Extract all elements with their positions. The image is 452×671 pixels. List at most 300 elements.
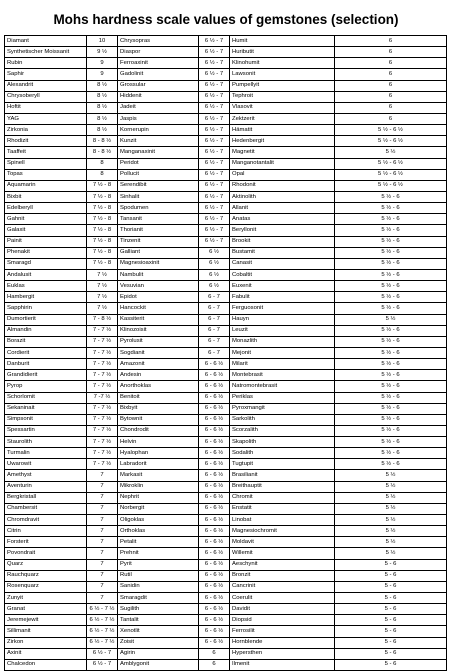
gemstone-name-cell: Hypersthen — [230, 648, 335, 659]
hardness-value-cell: 6 ½ - 7 — [199, 180, 230, 191]
hardness-value-cell: 6 — [335, 69, 447, 80]
hardness-value-cell: 5 ½ - 6 ½ — [335, 125, 447, 136]
gemstone-name-cell: Diaspor — [118, 47, 199, 58]
gemstone-name-cell: Bronzit — [230, 570, 335, 581]
hardness-value-cell: 9 — [87, 58, 118, 69]
table-row — [5, 559, 447, 570]
gemstone-name-cell: Simpsonit — [5, 414, 87, 425]
table-row — [5, 102, 447, 113]
gemstone-name-cell: Cancrinit — [230, 581, 335, 592]
gemstone-name-cell: Andalusit — [5, 269, 87, 280]
hardness-value-cell: 7 — [87, 548, 118, 559]
hardness-value-cell: 6 - 6 ½ — [199, 414, 230, 425]
table-row — [5, 526, 447, 537]
gemstone-name-cell: Pyrop — [5, 381, 87, 392]
gemstone-name-cell: Cobaltit — [230, 269, 335, 280]
gemstone-name-cell: Bytownit — [118, 414, 199, 425]
hardness-value-cell: 5 - 6 — [335, 637, 447, 648]
hardness-value-cell: 5 ½ - 6 — [335, 225, 447, 236]
table-row — [5, 437, 447, 448]
gemstone-name-cell: Tugtupit — [230, 459, 335, 470]
table-row — [5, 303, 447, 314]
gemstone-name-cell: Breithauptit — [230, 481, 335, 492]
hardness-value-cell: 5 ½ - 6 — [335, 281, 447, 292]
table-row — [5, 36, 447, 47]
hardness-value-cell: 5 ½ - 6 — [335, 191, 447, 202]
gemstone-name-cell: Hoftit — [5, 102, 87, 113]
hardness-value-cell: 6 - 6 ½ — [199, 515, 230, 526]
gemstone-name-cell: Turmalin — [5, 448, 87, 459]
gemstone-name-cell: Rauchquarz — [5, 570, 87, 581]
hardness-value-cell: 5 ½ - 6 — [335, 236, 447, 247]
hardness-table-body — [5, 36, 447, 671]
table-row — [5, 247, 447, 258]
hardness-value-cell: 7 - 7 ½ — [87, 370, 118, 381]
table-row — [5, 80, 447, 91]
hardness-value-cell: 6 ½ — [199, 269, 230, 280]
hardness-value-cell: 7 — [87, 526, 118, 537]
gemstone-name-cell: Jadeit — [118, 102, 199, 113]
hardness-value-cell: 6 — [335, 58, 447, 69]
gemstone-name-cell: Pyroxmangit — [230, 403, 335, 414]
hardness-value-cell: 5 ½ - 6 ½ — [335, 169, 447, 180]
table-row — [5, 537, 447, 548]
gemstone-name-cell: Opal — [230, 169, 335, 180]
hardness-value-cell: 8 - 8 ½ — [87, 136, 118, 147]
gemstone-name-cell: Klinohumit — [230, 58, 335, 69]
table-row — [5, 604, 447, 615]
hardness-value-cell: 5 ½ - 6 ½ — [335, 180, 447, 191]
gemstone-name-cell: Benitoit — [118, 392, 199, 403]
gemstone-name-cell: Hornblende — [230, 637, 335, 648]
gemstone-name-cell: Petalit — [118, 537, 199, 548]
gemstone-name-cell: Moldavit — [230, 537, 335, 548]
gemstone-name-cell: Tinzenit — [118, 236, 199, 247]
gemstone-name-cell: Ferguosonit — [230, 303, 335, 314]
gemstone-name-cell: Chrysopras — [118, 36, 199, 47]
table-row — [5, 258, 447, 269]
gemstone-name-cell: Oligoklas — [118, 515, 199, 526]
hardness-value-cell: 7 ½ - 8 — [87, 247, 118, 258]
hardness-value-cell: 5 ½ - 6 — [335, 403, 447, 414]
gemstone-name-cell: Danburit — [5, 359, 87, 370]
hardness-value-cell: 7 — [87, 470, 118, 481]
hardness-value-cell: 6 - 7 — [199, 303, 230, 314]
hardness-value-cell: 5 ½ - 6 — [335, 459, 447, 470]
table-row — [5, 359, 447, 370]
gemstone-name-cell: Phenakit — [5, 247, 87, 258]
hardness-value-cell: 7 -7 ½ — [87, 392, 118, 403]
hardness-value-cell: 6 ½ - 7 ½ — [87, 604, 118, 615]
hardness-value-cell: 5 ½ — [335, 526, 447, 537]
gemstone-name-cell: Huributit — [230, 47, 335, 58]
gemstone-name-cell: Borazit — [5, 336, 87, 347]
hardness-value-cell: 6 - 7 — [199, 336, 230, 347]
gemstone-name-cell: Rubin — [5, 58, 87, 69]
gemstone-name-cell: Galaxit — [5, 225, 87, 236]
gemstone-name-cell: Linobat — [230, 515, 335, 526]
gemstone-name-cell: Chromdravit — [5, 515, 87, 526]
gemstone-name-cell: Chrysoberyll — [5, 91, 87, 102]
hardness-value-cell: 6 - 6 ½ — [199, 503, 230, 514]
hardness-value-cell: 8 ½ — [87, 125, 118, 136]
hardness-value-cell: 5 ½ - 6 — [335, 381, 447, 392]
hardness-value-cell: 5 ½ — [335, 503, 447, 514]
hardness-value-cell: 6 - 6 ½ — [199, 448, 230, 459]
gemstone-name-cell: Gahnit — [5, 214, 87, 225]
gemstone-name-cell: Milarit — [230, 359, 335, 370]
gemstone-name-cell: Zunyit — [5, 593, 87, 604]
hardness-value-cell: 6 ½ - 7 — [199, 236, 230, 247]
hardness-value-cell: 10 — [87, 36, 118, 47]
hardness-value-cell: 8 — [87, 158, 118, 169]
table-row — [5, 659, 447, 670]
hardness-value-cell: 5 - 6 — [335, 604, 447, 615]
gemstone-name-cell: Hämatit — [230, 125, 335, 136]
gemstone-name-cell: Pyrit — [118, 559, 199, 570]
gemstone-name-cell: Allanit — [230, 203, 335, 214]
hardness-value-cell: 5 ½ - 6 ½ — [335, 158, 447, 169]
hardness-value-cell: 6 - 6 ½ — [199, 481, 230, 492]
hardness-value-cell: 5 ½ - 6 — [335, 214, 447, 225]
hardness-value-cell: 6 - 6 ½ — [199, 637, 230, 648]
hardness-value-cell: 9 — [87, 69, 118, 80]
hardness-value-cell: 6 - 6 ½ — [199, 470, 230, 481]
gemstone-name-cell: Gadolinit — [118, 69, 199, 80]
gemstone-name-cell: Tantalit — [118, 615, 199, 626]
gemstone-name-cell: Spinell — [5, 158, 87, 169]
hardness-value-cell: 6 ½ - 7 ½ — [87, 615, 118, 626]
gemstone-name-cell: Spodumen — [118, 203, 199, 214]
hardness-value-cell: 5 - 6 — [335, 615, 447, 626]
gemstone-name-cell: Humit — [230, 36, 335, 47]
hardness-value-cell: 7 ½ — [87, 281, 118, 292]
gemstone-name-cell: Bixbit — [5, 191, 87, 202]
gemstone-name-cell: Saphir — [5, 69, 87, 80]
gemstone-name-cell: Cordierit — [5, 347, 87, 358]
gemstone-name-cell: Ferroaxinit — [118, 58, 199, 69]
table-row — [5, 69, 447, 80]
gemstone-name-cell: Tephroit — [230, 91, 335, 102]
hardness-value-cell: 6 - 6 ½ — [199, 381, 230, 392]
gemstone-name-cell: Orthoklas — [118, 526, 199, 537]
hardness-value-cell: 7 — [87, 503, 118, 514]
gemstone-name-cell: Sarkolith — [230, 414, 335, 425]
gemstone-name-cell: Diopsid — [230, 615, 335, 626]
hardness-value-cell: 5 ½ - 6 — [335, 370, 447, 381]
hardness-value-cell: 5 - 6 — [335, 581, 447, 592]
gemstone-name-cell: Galliant — [118, 247, 199, 258]
hardness-value-cell: 8 - 8 ½ — [87, 147, 118, 158]
gemstone-name-cell: Willemit — [230, 548, 335, 559]
hardness-value-cell: 6 — [335, 36, 447, 47]
gemstone-name-cell: Monazlith — [230, 336, 335, 347]
gemstone-name-cell: Zirkon — [5, 637, 87, 648]
hardness-value-cell: 6 — [335, 91, 447, 102]
hardness-value-cell: 6 - 7 — [199, 292, 230, 303]
hardness-value-cell: 7 ½ - 8 — [87, 214, 118, 225]
hardness-value-cell: 7 - 7 ½ — [87, 347, 118, 358]
gemstone-name-cell: Citrin — [5, 526, 87, 537]
hardness-value-cell: 6 ½ - 7 — [199, 169, 230, 180]
hardness-value-cell: 7 ½ — [87, 292, 118, 303]
gemstone-name-cell: Fabulit — [230, 292, 335, 303]
table-row — [5, 336, 447, 347]
hardness-value-cell: 5 ½ — [335, 481, 447, 492]
table-row — [5, 492, 447, 503]
gemstone-name-cell: Serendibit — [118, 180, 199, 191]
gemstone-name-cell: Kassiterit — [118, 314, 199, 325]
hardness-value-cell: 7 — [87, 481, 118, 492]
hardness-value-cell: 7 — [87, 559, 118, 570]
gemstone-name-cell: Davidit — [230, 604, 335, 615]
hardness-value-cell: 7 ½ - 8 — [87, 191, 118, 202]
gemstone-name-cell: Tansanit — [118, 214, 199, 225]
hardness-value-cell: 6 ½ - 7 — [199, 214, 230, 225]
gemstone-name-cell: Mikroklin — [118, 481, 199, 492]
gemstone-name-cell: Natromontebrasit — [230, 381, 335, 392]
gemstone-name-cell: Manganaxinit — [118, 147, 199, 158]
gemstone-name-cell: Chromit — [230, 492, 335, 503]
hardness-value-cell: 5 ½ - 6 — [335, 269, 447, 280]
gemstone-name-cell: Sanidin — [118, 581, 199, 592]
gemstone-name-cell: Staurolith — [5, 437, 87, 448]
hardness-value-cell: 8 — [87, 169, 118, 180]
gemstone-name-cell: Painit — [5, 236, 87, 247]
hardness-value-cell: 6 ½ - 7 — [199, 158, 230, 169]
hardness-value-cell: 6 - 6 ½ — [199, 581, 230, 592]
hardness-value-cell: 6 - 7 — [199, 325, 230, 336]
gemstone-name-cell: YAG — [5, 113, 87, 124]
hardness-value-cell: 5 ½ — [335, 548, 447, 559]
gemstone-name-cell: Xenotlit — [118, 626, 199, 637]
gemstone-name-cell: Uwarowit — [5, 459, 87, 470]
hardness-value-cell: 5 - 6 — [335, 648, 447, 659]
hardness-value-cell: 5 ½ - 6 — [335, 437, 447, 448]
table-row — [5, 448, 447, 459]
hardness-value-cell: 7 ½ - 8 — [87, 225, 118, 236]
gemstone-name-cell: Sugilith — [118, 604, 199, 615]
hardness-value-cell: 7 ½ — [87, 269, 118, 280]
gemstone-name-cell: Anatas — [230, 214, 335, 225]
gemstone-name-cell: Vesuvian — [118, 281, 199, 292]
gemstone-name-cell: Nephrit — [118, 492, 199, 503]
hardness-value-cell: 8 ½ — [87, 113, 118, 124]
hardness-value-cell: 7 - 7 ½ — [87, 425, 118, 436]
hardness-value-cell: 5 ½ — [335, 492, 447, 503]
hardness-value-cell: 5 ½ - 6 — [335, 448, 447, 459]
hardness-value-cell: 7 ½ - 8 — [87, 236, 118, 247]
table-row — [5, 292, 447, 303]
table-row — [5, 615, 447, 626]
hardness-value-cell: 6 - 6 ½ — [199, 537, 230, 548]
gemstone-name-cell: Brookit — [230, 236, 335, 247]
gemstone-name-cell: Kunzit — [118, 136, 199, 147]
hardness-value-cell: 6 - 6 ½ — [199, 437, 230, 448]
hardness-value-cell: 7 ½ - 8 — [87, 258, 118, 269]
hardness-value-cell: 5 ½ - 6 — [335, 425, 447, 436]
table-row — [5, 503, 447, 514]
gemstone-name-cell: Kornerupin — [118, 125, 199, 136]
gemstone-name-cell: Axinit — [5, 648, 87, 659]
hardness-value-cell: 7 - 8 ½ — [87, 314, 118, 325]
hardness-value-cell: 6 — [335, 80, 447, 91]
hardness-value-cell: 6 - 6 ½ — [199, 359, 230, 370]
hardness-value-cell: 6 ½ - 7 — [199, 147, 230, 158]
hardness-value-cell: 5 ½ — [335, 470, 447, 481]
hardness-value-cell: 8 ½ — [87, 91, 118, 102]
hardness-value-cell: 7 ½ - 8 — [87, 180, 118, 191]
table-row — [5, 347, 447, 358]
hardness-value-cell: 5 ½ — [335, 537, 447, 548]
gemstone-name-cell: Markasit — [118, 470, 199, 481]
gemstone-name-cell: Beryllonit — [230, 225, 335, 236]
hardness-value-cell: 7 — [87, 581, 118, 592]
gemstone-name-cell: Thorianit — [118, 225, 199, 236]
table-row — [5, 581, 447, 592]
table-row — [5, 370, 447, 381]
hardness-value-cell: 6 ½ - 7 — [199, 136, 230, 147]
hardness-value-cell: 6 ½ - 7 — [87, 648, 118, 659]
gemstone-name-cell: Zoisit — [118, 637, 199, 648]
gemstone-name-cell: Amblygonit — [118, 659, 199, 670]
hardness-value-cell: 6 ½ - 7 — [199, 36, 230, 47]
gemstone-name-cell: Hauyn — [230, 314, 335, 325]
gemstone-name-cell: Aeschynit — [230, 559, 335, 570]
table-row — [5, 203, 447, 214]
table-row — [5, 548, 447, 559]
hardness-value-cell: 6 ½ - 7 — [199, 113, 230, 124]
table-row — [5, 180, 447, 191]
hardness-value-cell: 6 ½ - 7 — [199, 91, 230, 102]
hardness-value-cell: 6 — [335, 113, 447, 124]
hardness-value-cell: 7 ½ — [87, 303, 118, 314]
hardness-value-cell: 6 - 6 ½ — [199, 403, 230, 414]
gemstone-name-cell: Helvin — [118, 437, 199, 448]
hardness-value-cell: 6 - 6 ½ — [199, 392, 230, 403]
table-row — [5, 147, 447, 158]
hardness-value-cell: 7 - 7 ½ — [87, 448, 118, 459]
gemstone-name-cell: Smaragd — [5, 258, 87, 269]
gemstone-name-cell: Norbergit — [118, 503, 199, 514]
gemstone-name-cell: Hiddenit — [118, 91, 199, 102]
hardness-value-cell: 5 ½ - 6 — [335, 203, 447, 214]
table-row — [5, 91, 447, 102]
gemstone-name-cell: Canasit — [230, 258, 335, 269]
table-row — [5, 214, 447, 225]
gemstone-name-cell: Sinhalit — [118, 191, 199, 202]
table-row — [5, 403, 447, 414]
gemstone-name-cell: Jaspis — [118, 113, 199, 124]
gemstone-name-cell: Hancockit — [118, 303, 199, 314]
gemstone-name-cell: Coerulit — [230, 593, 335, 604]
table-row — [5, 470, 447, 481]
gemstone-name-cell: Aventurin — [5, 481, 87, 492]
gemstone-name-cell: Enstatit — [230, 503, 335, 514]
hardness-value-cell: 7 - 7 ½ — [87, 381, 118, 392]
table-row — [5, 325, 447, 336]
hardness-value-cell: 5 - 6 — [335, 626, 447, 637]
table-row — [5, 47, 447, 58]
gemstone-name-cell: Topas — [5, 169, 87, 180]
gemstone-name-cell: Alexandrit — [5, 80, 87, 91]
hardness-value-cell: 5 - 6 — [335, 659, 447, 670]
gemstone-name-cell: Sogdianit — [118, 347, 199, 358]
gemstone-name-cell: Epidot — [118, 292, 199, 303]
hardness-value-cell: 7 - 7 ½ — [87, 336, 118, 347]
hardness-value-cell: 7 - 7 ½ — [87, 459, 118, 470]
hardness-value-cell: 7 - 7 ½ — [87, 414, 118, 425]
hardness-value-cell: 6 — [199, 659, 230, 670]
table-row — [5, 593, 447, 604]
hardness-value-cell: 6 - 6 ½ — [199, 615, 230, 626]
gemstone-name-cell: Amazonit — [118, 359, 199, 370]
gemstone-name-cell: Hedenbergit — [230, 136, 335, 147]
gemstone-name-cell: Hyalophan — [118, 448, 199, 459]
gemstone-name-cell: Peridot — [118, 158, 199, 169]
hardness-value-cell: 5 - 6 — [335, 593, 447, 604]
hardness-value-cell: 9 ½ — [87, 47, 118, 58]
hardness-value-cell: 8 ½ — [87, 80, 118, 91]
hardness-value-cell: 6 ½ - 7 — [199, 225, 230, 236]
gemstone-name-cell: Scorzalith — [230, 425, 335, 436]
hardness-value-cell: 6 ½ - 7 — [199, 102, 230, 113]
gemstone-name-cell: Almandin — [5, 325, 87, 336]
table-row — [5, 136, 447, 147]
gemstone-name-cell: Manganotantalit — [230, 158, 335, 169]
gemstone-name-cell: Euklas — [5, 281, 87, 292]
gemstone-name-cell: Rhodonit — [230, 180, 335, 191]
hardness-value-cell: 6 ½ - 7 — [199, 69, 230, 80]
gemstone-name-cell: Bergkristall — [5, 492, 87, 503]
gemstone-name-cell: Sillimanit — [5, 626, 87, 637]
gemstone-name-cell: Vlasovit — [230, 102, 335, 113]
gemstone-name-cell: Hambergit — [5, 292, 87, 303]
gemstone-name-cell: Rhodizit — [5, 136, 87, 147]
hardness-value-cell: 7 — [87, 492, 118, 503]
gemstone-name-cell: Forsterit — [5, 537, 87, 548]
hardness-value-cell: 7 ½ - 8 — [87, 203, 118, 214]
hardness-value-cell: 7 - 7 ½ — [87, 325, 118, 336]
gemstone-name-cell: Lawsonit — [230, 69, 335, 80]
hardness-value-cell: 5 ½ — [335, 314, 447, 325]
table-row — [5, 58, 447, 69]
hardness-value-cell: 6 - 6 ½ — [199, 492, 230, 503]
gemstone-name-cell: Magnetit — [230, 147, 335, 158]
hardness-value-cell: 6 ½ - 7 — [199, 58, 230, 69]
hardness-value-cell: 6 ½ - 7 ½ — [87, 626, 118, 637]
hardness-value-cell: 7 — [87, 593, 118, 604]
gemstone-name-cell: Nambulit — [118, 269, 199, 280]
hardness-value-cell: 6 - 7 — [199, 347, 230, 358]
table-row — [5, 648, 447, 659]
gemstone-name-cell: Synthetischer Moissanit — [5, 47, 87, 58]
table-row — [5, 637, 447, 648]
gemstone-name-cell: Schorlomit — [5, 392, 87, 403]
table-row — [5, 314, 447, 325]
gemstone-name-cell: Anorthoklas — [118, 381, 199, 392]
gemstone-name-cell: Klinozoisit — [118, 325, 199, 336]
gemstone-name-cell: Euxenit — [230, 281, 335, 292]
table-row — [5, 169, 447, 180]
hardness-value-cell: 5 ½ - 6 ½ — [335, 136, 447, 147]
table-row — [5, 269, 447, 280]
hardness-value-cell: 6 - 6 ½ — [199, 526, 230, 537]
table-row — [5, 570, 447, 581]
hardness-value-cell: 6 - 7 — [199, 314, 230, 325]
gemstone-name-cell: Ferrosilit — [230, 626, 335, 637]
gemstone-name-cell: Aktinolith — [230, 191, 335, 202]
